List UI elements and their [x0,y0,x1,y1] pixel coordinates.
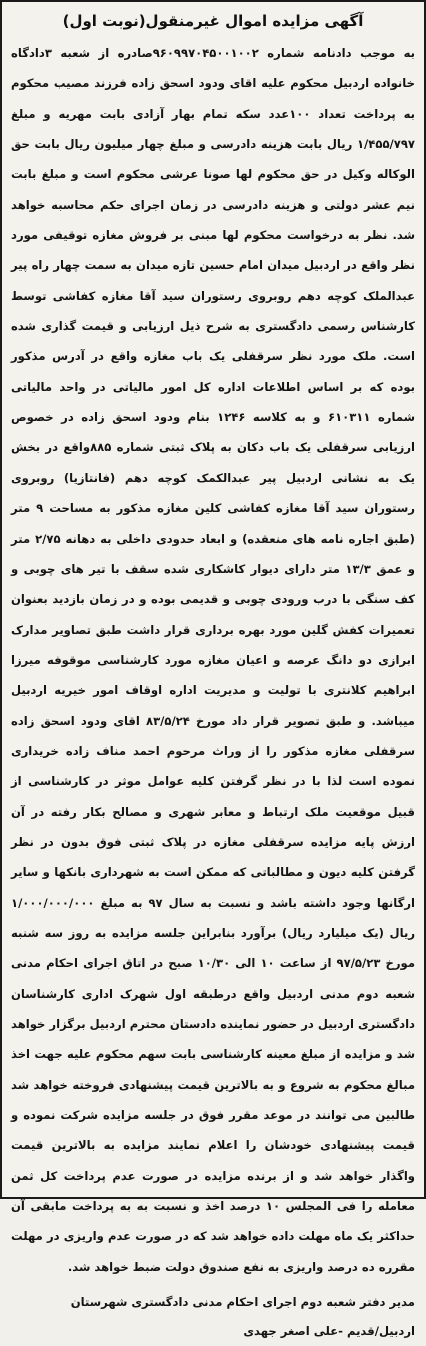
notice-title: آگهی مزایده اموال غیرمنقول(نوبت اول) [62,12,364,30]
notice-body [2,38,424,1282]
notice-signature [2,1282,424,1346]
notice-body-text: به موجب دادنامه شماره ۹۶۰۹۹۷۰۴۵۰۰۱۰۰۲صادره از شعبه ۳دادگاه خانواده اردبیل محکوم علیه اقای ودود اسحق زاده فرزند مصیب محکوم به پرداخت تعداد ۱۰۰عدد سکه تمام بهار آزادی بابت مهریه و مبلغ ۱/۴۵۵/۷۹۷ ریال بابت هزینه دادرسی و مبلغ چهار میلیون ریال بابت حق الوکاله وکیل در حق محکوم لها صونا عرشی محکوم است و مبلغ بابت نیم عشر دولتی و هزینه دادرسی در زمان اجرای حکم محاسبه خواهد شد. نظر به درخواست محکوم لها مبنی بر فروش مغازه توقیفی مورد نظر واقع در اردبیل میدان امام حسین تازه میدان به سمت چهار راه پیر عبدالملک کوچه دهم روبروی رستوران سید آقا مغازه کفاشی توسط کارشناس رسمی دادگستری به شرح ذیل ارزیابی و قیمت گذاری شده است. ملک مورد نظر سرقفلی یک باب مغازه واقع در آدرس مذکور بوده که بر اساس اطلاعات اداره کل امور مالیاتی در واحد مالیاتی شماره ۶۱۰۳۱۱ و به کلاسه ۱۲۴۶ بنام ودود اسحق زاده در خصوص ارزیابی سرقفلی یک باب دکان به پلاک ثبتی شماره ۸۸۵واقع در بخش یک به نشانی اردبیل پیر عبدالکمک کوچه دهم (فانتازیا) روبروی رستوران سید آقا مغازه کفاشی کلین مغازه مذکور به مساحت ۹ متر (طبق اجاره نامه های منعقده) و ابعاد حدودی داخلی به دهانه ۲/۷۵ متر و عمق ۱۳/۳ متر دارای دیوار کاشکاری شده سقف با تیر های چوبی و کف سنگی با درب ورودی چوبی و قدیمی بوده و در زمان بازدید بعنوان تعمیرات کفش گلین مورد بهره برداری قرار داشت طبق تصاویر مدارک ابرازی دو دانگ عرصه و اعیان مغازه مورد کارشناسی موقوفه میرزا ابراهیم کلانتری با تولیت و مدیریت اداره اوقاف امور خیریه اردبیل میباشد. و طبق تصویر قرار داد مورخ ۸۳/۵/۲۴ اقای ودود اسحق زاده سرقفلی مغازه مذکور را از وراث مرحوم احمد مناف زاده خریداری نموده است لذا با در نظر گرفتن کلیه عوامل موثر در کارشناسی از قبیل موقعیت ملک ارتباط و معابر شهری و مصالح بکار رفته در آن ارزش پایه مزایده سرقفلی مغازه در پلاک ثبتی فوق بدون در نظر گرفتن کلیه دیون و مطالباتی که ممکن است به شهرداری بانکها و سایر ارگانها وجود داشته باشد و نسبت به سال ۹۷ به مبلغ ۱/۰۰۰/۰۰۰/۰۰۰ ریال (یک میلیارد ریال) برآورد بنابراین جلسه مزایده به روز سه شنبه مورخ ۹۷/۵/۲۳ از ساعت ۱۰ الی ۱۰/۳۰ صبح در اتاق اجرای احکام مدنی شعبه دوم مدنی اردبیل واقع درطبقه اول شهرک اداری کارشناسان دادگستری اردبیل در حضور نماینده دادستان محترم اردبیل برگزار خواهد شد و مزایده از مبلغ معینه کارشناسی بابت سهم محکوم علیه جهت اخذ مبالغ محکوم به شروع و به بالاترین قیمت پیشنهادی فروخته خواهد شد طالبین می توانند در موعد مقرر فوق در جلسه مزایده شرکت نموده و قیمت پیشنهادی خودشان را اعلام نمایند مزایده به بالاترین قیمت واگذار خواهد شد و از برنده مزایده در صورت عدم پرداخت کل ثمن معامله را فی المجلس ۱۰ درصد اخذ و نسبت به به پرداخت مابقی آن حداکثر یک ماه مهلت داده خواهد شد که در صورت عدم واریزی در مهلت مقرره ده درصد واریزی به نفع صندوق دولت ضبط خواهد شد. [11,46,416,1274]
signature-line-2: اردبیل/قدیم -علی اصغر جهدی [243,1324,415,1339]
signature-line-1: مدیر دفتر شعبه دوم اجرای احکام مدنی دادگستری شهرستان [70,1295,415,1310]
